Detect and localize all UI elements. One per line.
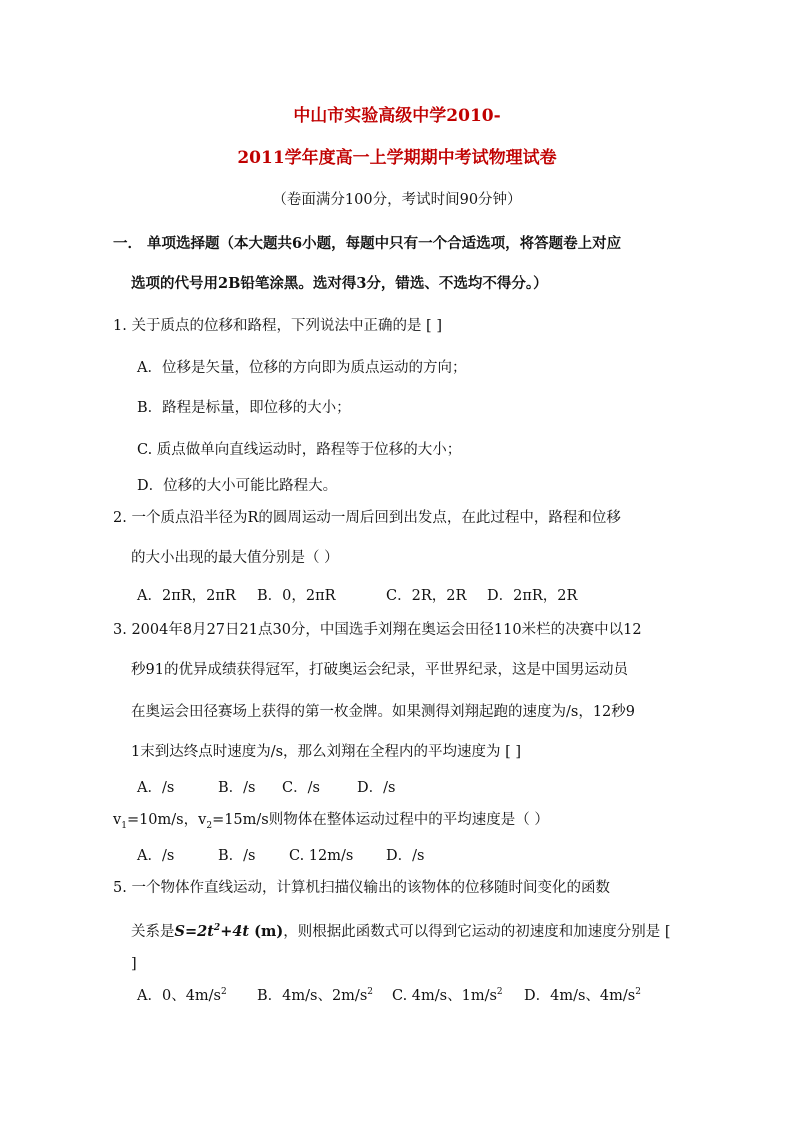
q5-equation-exponent: 2 [213, 923, 221, 933]
q3-option-b: B．/s [218, 780, 256, 796]
q5-option-c [392, 982, 503, 1006]
q4-v1: v [113, 812, 122, 828]
q4-v1-subscript: 1 [121, 820, 127, 831]
q2-option-d: D．2πR，2R [487, 588, 578, 604]
q3-line1: 3. 2004年8月27日21点30分，中国选手刘翔在奥运会田径110米栏的决赛中以12 [113, 622, 642, 638]
q4-stem-rest: 则物体在整体运动过程中的平均速度是（ ） [268, 812, 549, 828]
q5-option-d-text: D．4m/s、4m/s [524, 987, 636, 1004]
exam-title-line1: 中山市实验高级中学2010- [293, 106, 501, 126]
q5-equation-s: S=2t [174, 922, 214, 940]
q5-option-a-text: A．0、4m/s [137, 987, 221, 1004]
q4-option-b: B．/s [218, 848, 256, 864]
q2-option-a: A．2πR，2πR [137, 588, 236, 604]
section-heading-line2: 选项的代号用2B铅笔涂黑。选对得3分，错选、不选均不得分。） [131, 275, 548, 292]
exam-subtitle: （卷面满分100分，考试时间90分钟） [272, 192, 522, 208]
q5-equation-unit: (m) [249, 922, 284, 940]
q3-line4: 1末到达终点时速度为/s，那么刘翔在全程内的平均速度为 [ ] [131, 744, 522, 760]
q4-option-c: C. 12m/s [289, 848, 354, 864]
q2-option-b: B．0，2πR [257, 588, 336, 604]
q5-option-b-text: B．4m/s、2m/s [257, 987, 368, 1004]
q2-stem-line1: 2. 一个质点沿半径为R的圆周运动一周后回到出发点，在此过程中，路程和位移 [113, 510, 621, 526]
q5-option-d-sup: 2 [635, 987, 641, 997]
q4-option-d: D．/s [386, 848, 425, 864]
q4-v2: v [198, 812, 207, 828]
q4-v2-subscript: 2 [206, 820, 213, 831]
section-heading-line1: 一． 单项选择题（本大题共6小题，每题中只有一个合适选项，将答题卷上对应 [113, 235, 622, 252]
q4-stem [113, 810, 549, 836]
q5-line2-suffix: ，则根据此函数式可以得到它运动的初速度和加速度分别是 [ [283, 923, 671, 940]
q5-option-b-sup: 2 [367, 987, 373, 997]
q1-stem: 1. 关于质点的位移和路程，下列说法中正确的是 [ ] [113, 318, 442, 334]
q4-v2-value: =15m/s [212, 812, 269, 828]
q5-option-a [137, 982, 227, 1006]
q1-option-d: D．位移的大小可能比路程大。 [137, 478, 338, 494]
q3-option-a: A．/s [137, 780, 175, 796]
q3-line2: 秒91的优异成绩获得冠军，打破奥运会纪录，平世界纪录，这是中国男运动员 [131, 662, 628, 678]
q3-option-c: C．/s [282, 780, 320, 796]
q5-line3: ] [131, 956, 137, 972]
q5-option-c-text: C. 4m/s、1m/s [392, 987, 497, 1004]
q5-option-b [257, 982, 373, 1006]
q5-line1: 5. 一个物体作直线运动，计算机扫描仪输出的该物体的位移随时间变化的函数 [113, 880, 610, 896]
q3-option-d: D．/s [357, 780, 396, 796]
exam-title-line2: 2011学年度高一上学期期中考试物理试卷 [237, 148, 557, 168]
q4-v1-value: =10m/s， [126, 812, 199, 828]
q4-option-a: A．/s [137, 848, 175, 864]
q5-equation-rest: +4t [220, 922, 250, 940]
q2-stem-line2: 的大小出现的最大值分别是（ ） [131, 550, 339, 566]
q3-line3: 在奥运会田径赛场上获得的第一枚金牌。如果测得刘翔起跑的速度为/s，12秒9 [131, 704, 635, 720]
q2-option-c: C．2R，2R [386, 588, 467, 604]
q5-line2-prefix: 关系是 [131, 923, 175, 940]
q5-option-c-sup: 2 [496, 987, 503, 997]
q1-option-a: A．位移是矢量，位移的方向即为质点运动的方向； [137, 360, 467, 376]
q5-line2 [131, 918, 671, 942]
q5-option-a-sup: 2 [221, 987, 227, 997]
q5-option-d [524, 982, 641, 1006]
q1-option-c: C. 质点做单向直线运动时，路程等于位移的大小； [137, 442, 462, 458]
q1-option-b: B．路程是标量，即位移的大小； [137, 400, 351, 416]
